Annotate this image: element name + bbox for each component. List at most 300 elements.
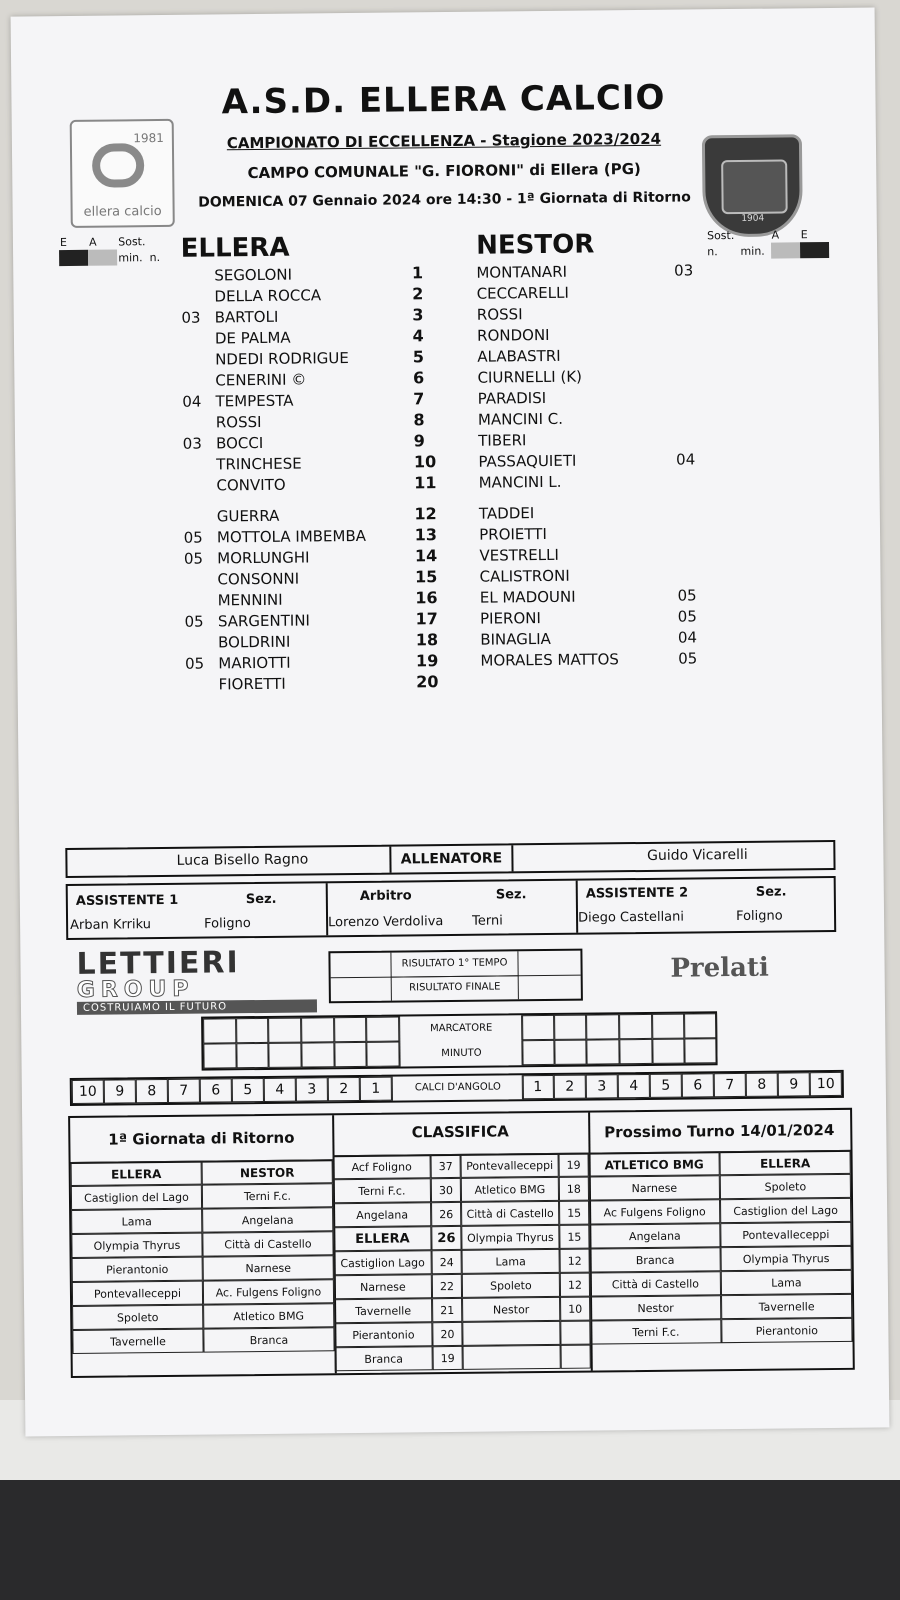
away-stat-cell[interactable] <box>803 583 832 604</box>
away-scorer-cell[interactable] <box>685 1038 718 1063</box>
shirt-number: 7 <box>413 389 425 409</box>
home-stat-cell[interactable] <box>60 308 89 329</box>
home-stat-cell[interactable] <box>60 350 89 371</box>
home-stat-cell[interactable] <box>118 307 149 328</box>
standings-team: Branca <box>335 1346 433 1371</box>
away-scorer-cell[interactable] <box>652 1039 685 1064</box>
home-player-name: CONVITO <box>216 475 286 494</box>
assistant1-label: ASSISTENTE 1 <box>75 892 179 909</box>
home-stat-cell[interactable] <box>151 527 182 548</box>
standings-points: 37 <box>431 1154 461 1178</box>
away-player-name: CECCARELLI <box>476 283 569 303</box>
home-corner-count[interactable]: 7 <box>168 1079 200 1103</box>
away-stat-cell[interactable] <box>742 469 773 490</box>
fixture-home-team: Tavernelle <box>72 1329 203 1354</box>
scorers-grid <box>201 1011 718 1070</box>
fixture-home-team: Pontevalleceppi <box>72 1281 203 1306</box>
home-stat-cell[interactable] <box>62 507 91 528</box>
home-stat-cell[interactable] <box>150 370 181 391</box>
standings-points: 22 <box>432 1274 462 1298</box>
away-stat-cell[interactable] <box>742 448 773 469</box>
away-stat-cell[interactable] <box>743 542 774 563</box>
standings-team: Narnese <box>334 1274 432 1299</box>
away-stat-cell[interactable] <box>771 321 800 342</box>
away-stat-cell[interactable] <box>775 667 804 688</box>
away-player-name: PROIETTI <box>479 524 547 544</box>
away-scorer-cell[interactable] <box>587 1039 620 1064</box>
away-stat-cell[interactable] <box>804 604 833 625</box>
lettieri-tagline: COSTRUIAMO IL FUTURO <box>77 999 317 1015</box>
home-stat-cell[interactable] <box>119 412 150 433</box>
home-stat-cell[interactable] <box>61 392 90 413</box>
away-stat-cell[interactable] <box>742 521 773 542</box>
away-sub-minute <box>674 385 708 406</box>
home-scorer-cell[interactable] <box>366 1017 399 1042</box>
away-stat-cell[interactable] <box>772 342 801 363</box>
home-stat-cell[interactable] <box>150 349 181 370</box>
next-round-home-team: Ac Fulgens Foligno <box>589 1199 720 1224</box>
lettieri-sponsor-logo <box>76 947 317 1014</box>
fixture-home-team: Castiglion del Lago <box>71 1185 202 1210</box>
fixture-away-team: Branca <box>203 1327 334 1352</box>
away-stat-cell[interactable] <box>771 300 800 321</box>
home-stat-cell[interactable] <box>59 287 88 308</box>
shirt-number: 12 <box>414 504 437 524</box>
away-corner-count[interactable]: 8 <box>746 1073 778 1097</box>
home-scorer-cell[interactable] <box>236 1043 269 1068</box>
home-stat-cell[interactable] <box>152 548 183 569</box>
home-corner-count[interactable]: 10 <box>72 1080 104 1104</box>
home-scorer-cell[interactable] <box>367 1042 400 1067</box>
away-player-name: ALABASTRI <box>477 346 561 366</box>
home-corner-count[interactable]: 2 <box>328 1077 360 1101</box>
shirt-number: 5 <box>412 347 425 367</box>
home-stat-cell[interactable] <box>150 391 181 412</box>
away-stat-cell[interactable] <box>709 542 743 563</box>
shirt-number: 14 <box>414 546 438 566</box>
away-player-name: CIURNELLI (K) <box>477 367 583 387</box>
away-stat-cell[interactable] <box>771 279 800 300</box>
home-stat-cell[interactable] <box>149 265 180 286</box>
crest-year: 1904 <box>741 213 765 224</box>
home-stat-cell[interactable] <box>63 654 92 675</box>
away-stat-cell[interactable] <box>803 562 832 583</box>
corners-label: CALCI D'ANGOLO <box>392 1075 524 1100</box>
away-stat-cell[interactable] <box>804 667 833 688</box>
home-stat-cell[interactable] <box>88 265 117 286</box>
shirt-number: 19 <box>415 651 439 671</box>
away-stat-cell[interactable] <box>740 343 771 364</box>
home-stat-cell[interactable] <box>92 653 121 674</box>
away-stat-cell[interactable] <box>804 646 833 667</box>
result-box <box>328 949 583 1004</box>
away-stat-cell[interactable] <box>802 447 831 468</box>
away-stat-cell[interactable] <box>707 364 741 385</box>
shirt-number: 3 <box>412 305 424 325</box>
away-stat-cell[interactable] <box>741 427 772 448</box>
next-round-away-team: Spoleto <box>720 1174 851 1199</box>
home-scorer-cell[interactable] <box>334 1017 367 1042</box>
home-stat-cell[interactable] <box>61 434 90 455</box>
home-stat-cell[interactable] <box>63 633 92 654</box>
away-stat-cell[interactable] <box>800 279 829 300</box>
match-sheet <box>11 8 890 1437</box>
away-stat-cell[interactable] <box>774 541 803 562</box>
away-stat-cell[interactable] <box>707 301 741 322</box>
away-corner-count[interactable]: 1 <box>522 1075 554 1099</box>
home-player-name: TRINCHESE <box>216 454 302 473</box>
away-scorer-cell[interactable] <box>554 1015 587 1040</box>
fixture-home-header: ELLERA <box>71 1161 202 1186</box>
standings-points: 26 <box>431 1226 461 1250</box>
home-stat-cell[interactable] <box>93 674 122 695</box>
home-stat-cell[interactable] <box>91 475 120 496</box>
away-stat-cell[interactable] <box>771 258 800 279</box>
home-stat-cell[interactable] <box>153 674 184 695</box>
away-stat-cell[interactable] <box>801 321 830 342</box>
standings-team: Angelana <box>333 1202 431 1227</box>
home-stat-cell[interactable] <box>151 454 182 475</box>
home-stat-cell[interactable] <box>89 370 118 391</box>
home-stat-cell[interactable] <box>118 286 149 307</box>
home-corner-count[interactable]: 4 <box>264 1078 296 1102</box>
home-stat-cell[interactable] <box>120 527 151 548</box>
away-stat-cell[interactable] <box>707 280 741 301</box>
standings-team: Castiglion Lago <box>334 1250 432 1275</box>
home-corner-count[interactable]: 8 <box>136 1079 168 1103</box>
away-player-name: PARADISI <box>477 388 547 408</box>
away-stat-cell[interactable] <box>773 468 802 489</box>
away-corner-count[interactable]: 10 <box>810 1072 842 1096</box>
home-stat-cell[interactable] <box>152 590 183 611</box>
next-round-away-team: Tavernelle <box>721 1294 852 1319</box>
next-round-title: Prossimo Turno 14/01/2024 <box>588 1110 850 1155</box>
home-player-name: TEMPESTA <box>215 391 294 410</box>
shirt-number: 17 <box>415 609 438 629</box>
away-stat-cell[interactable] <box>710 647 744 668</box>
home-stat-cell[interactable] <box>90 412 119 433</box>
home-stat-cell[interactable] <box>89 307 118 328</box>
coaches-row <box>65 840 835 878</box>
home-corner-count[interactable]: 6 <box>200 1078 232 1102</box>
lettieri-wordmark: LETTIERI <box>76 945 240 982</box>
standings-team: Olympia Thyrus <box>461 1225 559 1250</box>
home-stat-cell[interactable] <box>151 475 182 496</box>
away-coach: Guido Vicarelli <box>646 846 748 864</box>
away-stat-cell[interactable] <box>801 342 830 363</box>
away-stat-cell[interactable] <box>710 605 744 626</box>
away-stat-cell[interactable] <box>743 563 774 584</box>
away-stat-cell[interactable] <box>744 647 775 668</box>
away-player-name: MONTANARI <box>476 262 568 282</box>
away-stat-cell[interactable] <box>775 646 804 667</box>
n-header: n. <box>149 250 161 264</box>
home-stat-cell[interactable] <box>120 475 151 496</box>
home-player-name: MENNINI <box>217 590 283 609</box>
home-scorer-cell[interactable] <box>334 1042 367 1067</box>
away-sub-minute: 03 <box>674 260 694 280</box>
home-stat-cell[interactable] <box>62 570 91 591</box>
sez-label-2: Sez. <box>495 887 527 903</box>
championship-line: CAMPIONATO DI ECCELLENZA - Stagione 2023/2024 <box>226 129 662 153</box>
away-scorer-cell[interactable] <box>619 1039 652 1064</box>
home-stat-cell[interactable] <box>149 286 180 307</box>
standings-team: Atletico BMG <box>461 1177 559 1202</box>
home-stat-cell[interactable] <box>121 611 152 632</box>
home-stat-cell[interactable] <box>59 266 88 287</box>
away-stat-cell[interactable] <box>707 322 741 343</box>
away-stat-cell[interactable] <box>802 499 831 520</box>
standings-points: 15 <box>559 1201 589 1225</box>
home-stat-cell[interactable] <box>152 569 183 590</box>
home-stat-cell[interactable] <box>119 391 150 412</box>
col-e-header: E <box>59 235 67 249</box>
away-stat-cell[interactable] <box>774 604 803 625</box>
away-stat-cell[interactable] <box>741 385 772 406</box>
referee-label: Arbitro <box>359 888 412 904</box>
home-stat-cell[interactable] <box>92 632 121 653</box>
home-stat-cell[interactable] <box>120 548 151 569</box>
home-stat-cell[interactable] <box>91 548 120 569</box>
assistant2-sez: Foligno <box>735 908 783 925</box>
home-stat-cell[interactable] <box>149 307 180 328</box>
home-stat-cell[interactable] <box>92 590 121 611</box>
club-title: A.S.D. ELLERA CALCIO <box>221 77 666 123</box>
away-corner-count[interactable]: 7 <box>714 1073 746 1097</box>
away-stat-cell[interactable] <box>708 427 742 448</box>
next-round-home-team: Nestor <box>590 1295 721 1320</box>
away-stat-cell[interactable] <box>772 384 801 405</box>
home-scorer-cell[interactable] <box>203 1018 236 1043</box>
away-stat-cell[interactable] <box>743 584 774 605</box>
logo-year: 1981 <box>133 130 164 146</box>
home-corner-count[interactable]: 5 <box>232 1078 264 1102</box>
home-stat-cell[interactable] <box>61 455 90 476</box>
home-stat-cell[interactable] <box>118 328 149 349</box>
away-stat-cell[interactable] <box>774 583 803 604</box>
standings-team: Città di Castello <box>461 1201 559 1226</box>
away-stat-cell[interactable] <box>804 625 833 646</box>
fixture-away-team: Narnese <box>203 1255 334 1280</box>
home-stat-cell[interactable] <box>120 506 151 527</box>
away-stat-cell[interactable] <box>803 541 832 562</box>
home-stat-cell[interactable] <box>150 433 181 454</box>
home-stat-cell[interactable] <box>152 611 183 632</box>
home-stat-cell[interactable] <box>61 476 90 497</box>
standings-points <box>560 1321 590 1345</box>
away-scorer-cell[interactable] <box>521 1015 554 1040</box>
away-stat-cell[interactable] <box>800 258 829 279</box>
club-crest-logo <box>702 134 803 237</box>
away-corner-count[interactable]: 3 <box>586 1074 618 1098</box>
home-stat-cell[interactable] <box>90 433 119 454</box>
home-scorer-cell[interactable] <box>268 1018 301 1043</box>
home-stat-cell[interactable] <box>121 569 152 590</box>
away-stat-cell[interactable] <box>741 364 772 385</box>
home-sub-minute: 05 <box>183 549 204 568</box>
home-stat-cell[interactable] <box>119 454 150 475</box>
away-corner-count[interactable]: 6 <box>682 1073 714 1097</box>
away-sub-minute: 05 <box>677 606 697 626</box>
home-scorer-cell[interactable] <box>203 1043 236 1068</box>
away-stat-cell[interactable] <box>709 563 743 584</box>
away-stat-cell[interactable] <box>708 385 742 406</box>
away-sub-minute <box>676 563 710 584</box>
home-stat-cell[interactable] <box>91 506 120 527</box>
away-corner-count[interactable]: 9 <box>778 1072 810 1096</box>
away-stat-cell[interactable] <box>743 626 774 647</box>
away-stat-cell[interactable] <box>740 259 771 280</box>
away-stat-cell[interactable] <box>740 280 771 301</box>
away-player-name: PIERONI <box>479 608 541 628</box>
fixture-home-team: Spoleto <box>72 1305 203 1330</box>
away-stat-cell[interactable] <box>743 605 774 626</box>
home-stat-cell[interactable] <box>63 612 92 633</box>
away-sub-minute: 05 <box>677 585 697 605</box>
home-scorer-cell[interactable] <box>236 1018 269 1043</box>
home-stat-cell[interactable] <box>121 590 152 611</box>
shirt-number: 11 <box>414 473 437 493</box>
away-stat-cell[interactable] <box>773 426 802 447</box>
home-stat-cell[interactable] <box>149 328 180 349</box>
away-stat-cell[interactable] <box>772 363 801 384</box>
standings-team: Pierantonio <box>334 1322 432 1347</box>
home-stat-cell[interactable] <box>89 328 118 349</box>
away-stat-cell[interactable] <box>707 343 741 364</box>
away-scorer-cell[interactable] <box>521 1040 554 1065</box>
away-corner-count[interactable]: 4 <box>618 1074 650 1098</box>
home-stat-cell[interactable] <box>119 370 150 391</box>
home-stat-cell[interactable] <box>92 569 121 590</box>
away-stat-cell[interactable] <box>708 448 742 469</box>
away-scorer-cell[interactable] <box>586 1014 619 1039</box>
home-scorer-cell[interactable] <box>301 1017 334 1042</box>
home-scorer-cell[interactable] <box>269 1043 302 1068</box>
home-stat-cell[interactable] <box>151 506 182 527</box>
home-stat-cell[interactable] <box>118 349 149 370</box>
home-stat-cell[interactable] <box>61 413 90 434</box>
home-corner-count[interactable]: 3 <box>296 1077 328 1101</box>
away-stat-cell[interactable] <box>773 499 802 520</box>
home-stat-cell[interactable] <box>150 412 181 433</box>
away-corner-count[interactable]: 2 <box>554 1075 586 1099</box>
away-stat-cell[interactable] <box>711 668 745 689</box>
shirt-number: 15 <box>415 567 438 587</box>
home-stat-cell[interactable] <box>90 391 119 412</box>
away-stat-cell[interactable] <box>708 406 742 427</box>
away-scorer-cell[interactable] <box>652 1014 685 1039</box>
away-stat-cell[interactable] <box>801 405 830 426</box>
home-corner-count[interactable]: 1 <box>360 1077 392 1101</box>
away-stat-cell[interactable] <box>802 426 831 447</box>
home-stat-cell[interactable] <box>152 632 183 653</box>
away-stat-cell[interactable] <box>741 406 772 427</box>
shirt-number: 2 <box>412 284 424 304</box>
away-sub-minute <box>676 500 710 521</box>
home-stat-cell[interactable] <box>89 349 118 370</box>
away-stat-cell[interactable] <box>800 300 829 321</box>
away-team-name: NESTOR <box>475 229 595 261</box>
home-player-name: ROSSI <box>215 412 262 431</box>
standings-team <box>463 1345 561 1370</box>
away-stat-cell[interactable] <box>772 405 801 426</box>
home-stat-cell[interactable] <box>60 371 89 392</box>
final-result-label: RISULTATO FINALE <box>391 975 519 1000</box>
standings-points: 30 <box>431 1178 461 1202</box>
home-stat-cell[interactable] <box>91 527 120 548</box>
away-scorer-cell[interactable] <box>554 1040 587 1065</box>
home-stat-cell[interactable] <box>90 454 119 475</box>
away-stat-cell[interactable] <box>709 521 743 542</box>
away-stat-cell[interactable] <box>775 625 804 646</box>
home-stat-cell[interactable] <box>62 528 91 549</box>
away-corner-count[interactable]: 5 <box>650 1074 682 1098</box>
home-player-name: SEGOLONI <box>214 265 293 284</box>
group-wordmark: GROUP <box>76 976 195 1003</box>
home-scorer-cell[interactable] <box>301 1042 334 1067</box>
home-stat-cell[interactable] <box>63 675 92 696</box>
away-stat-cell[interactable] <box>774 562 803 583</box>
standings-team: Lama <box>462 1249 560 1274</box>
home-player-name: BARTOLI <box>214 307 279 326</box>
next-round-home-team: Terni F.c. <box>590 1319 721 1344</box>
home-stat-cell[interactable] <box>117 265 148 286</box>
away-stat-cell[interactable] <box>706 259 740 280</box>
away-player-name: EL MADOUNI <box>479 587 576 607</box>
home-player-name: BOLDRINI <box>218 632 291 651</box>
home-stat-cell[interactable] <box>92 611 121 632</box>
floor-background <box>0 1480 900 1600</box>
standings-title: CLASSIFICA <box>332 1113 588 1158</box>
home-sub-minute: 04 <box>182 392 202 411</box>
away-scorer-cell[interactable] <box>619 1014 652 1039</box>
standings-points: 26 <box>431 1202 461 1226</box>
home-stat-cell[interactable] <box>63 591 92 612</box>
col-a-header: A <box>89 235 97 249</box>
away-stat-cell[interactable] <box>740 322 771 343</box>
home-sub-minute <box>182 474 216 495</box>
away-stat-cell[interactable] <box>710 584 744 605</box>
home-stat-cell[interactable] <box>121 632 152 653</box>
away-stat-cell[interactable] <box>801 384 830 405</box>
home-stat-cell[interactable] <box>122 674 153 695</box>
e-marker <box>59 250 88 266</box>
away-stat-cell[interactable] <box>802 468 831 489</box>
away-player-name: TADDEI <box>478 503 535 523</box>
home-corner-count[interactable]: 9 <box>104 1079 136 1103</box>
home-stat-cell[interactable] <box>122 653 153 674</box>
away-stat-cell[interactable] <box>708 469 742 490</box>
away-scorer-cell[interactable] <box>684 1013 717 1038</box>
home-stat-cell[interactable] <box>119 433 150 454</box>
away-stat-cell[interactable] <box>740 301 771 322</box>
standings-points: 15 <box>559 1225 589 1249</box>
away-stat-cell[interactable] <box>803 520 832 541</box>
home-stat-cell[interactable] <box>153 653 184 674</box>
home-stat-cell[interactable] <box>89 286 118 307</box>
away-stat-cell[interactable] <box>774 520 803 541</box>
away-stat-cell[interactable] <box>801 363 830 384</box>
home-player-name: BOCCI <box>215 433 264 452</box>
away-stat-cell[interactable] <box>710 626 744 647</box>
home-stat-cell[interactable] <box>62 549 91 570</box>
away-stat-cell[interactable] <box>773 447 802 468</box>
away-sub-minute <box>674 322 708 343</box>
away-stat-cell[interactable] <box>709 500 743 521</box>
away-stat-cell[interactable] <box>744 668 775 689</box>
home-stat-cell[interactable] <box>60 329 89 350</box>
away-stat-cell[interactable] <box>742 500 773 521</box>
